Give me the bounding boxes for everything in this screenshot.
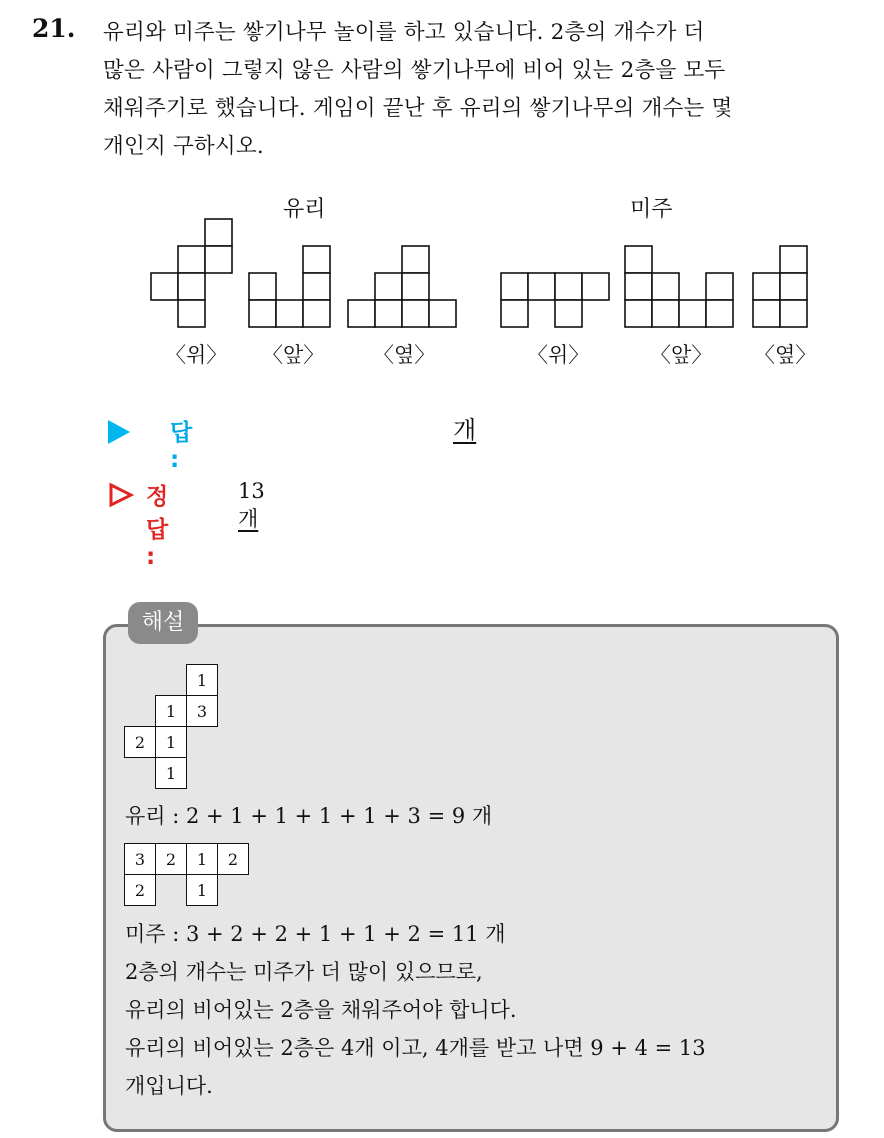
yuri-count-grid [124, 664, 218, 789]
grid-cell: 1 [187, 875, 218, 906]
grid-cell: 1 [187, 844, 218, 875]
outline-triangle-icon [108, 482, 134, 508]
miju-side-view [752, 246, 809, 330]
solution-line-2: 유리의 비어있는 2층을 채워주어야 합니다. [125, 998, 517, 1022]
grid-cell [125, 696, 156, 727]
solution-line-1: 2층의 개수는 미주가 더 많이 있으므로, [125, 960, 483, 984]
miju-front-view [624, 246, 736, 330]
grid-cell [218, 875, 249, 906]
grid-cell [125, 758, 156, 789]
yuri-side-label: 〈옆〉 [373, 343, 436, 367]
grid-cell [187, 727, 218, 758]
question-number: 21. [32, 14, 76, 43]
grid-cell: 1 [156, 696, 187, 727]
grid-cell: 2 [156, 844, 187, 875]
solution-tag: 해설 [128, 602, 198, 644]
question-line-4: 개인지 구하시오. [103, 134, 264, 159]
question-line-3: 채워주기로 했습니다. 게임이 끝난 후 유리의 쌓기나무의 개수는 몇 [103, 96, 733, 121]
yuri-sum-line: 유리 : 2 + 1 + 1 + 1 + 1 + 3 = 9 개 [125, 804, 493, 828]
grid-cell [125, 665, 156, 696]
yuri-top-view [150, 219, 234, 329]
miju-caption: 미주 [630, 197, 673, 222]
grid-cell [156, 875, 187, 906]
miju-count-grid [124, 843, 249, 906]
grid-cell: 2 [125, 875, 156, 906]
correct-value: 13 [238, 479, 265, 503]
grid-cell: 2 [218, 844, 249, 875]
yuri-side-view [347, 246, 459, 330]
grid-cell: 1 [187, 665, 218, 696]
grid-cell: 1 [156, 727, 187, 758]
correct-label: 정답 : [146, 484, 169, 570]
miju-sum-line: 미주 : 3 + 2 + 2 + 1 + 1 + 2 = 11 개 [125, 922, 506, 946]
miju-top-label: 〈위〉 [527, 343, 590, 367]
grid-cell [187, 758, 218, 789]
grid-cell [156, 665, 187, 696]
question-line-1: 유리와 미주는 쌓기나무 놀이를 하고 있습니다. 2층의 개수가 더 [103, 20, 705, 45]
grid-cell: 3 [125, 844, 156, 875]
yuri-front-view [248, 246, 332, 330]
solution-line-3: 유리의 비어있는 2층은 4개 이고, 4개를 받고 나면 9 + 4 = 13 [125, 1036, 706, 1060]
miju-top-view [500, 273, 612, 330]
miju-front-label: 〈앞〉 [650, 343, 713, 367]
grid-cell: 1 [156, 758, 187, 789]
question-line-2: 많은 사람이 그렇지 않은 사람의 쌓기나무에 비어 있는 2층을 모두 [103, 58, 726, 83]
correct-unit: 개 [238, 507, 259, 531]
grid-cell: 2 [125, 727, 156, 758]
miju-side-label: 〈옆〉 [754, 343, 817, 367]
yuri-top-label: 〈위〉 [165, 343, 228, 367]
answer-label: 답 : [170, 420, 193, 473]
solution-line-4: 개입니다. [125, 1074, 213, 1098]
grid-cell: 3 [187, 696, 218, 727]
answer-unit: 개 [453, 416, 477, 444]
correct-value-wrap [238, 479, 265, 533]
yuri-front-label: 〈앞〉 [262, 343, 325, 367]
yuri-caption: 유리 [283, 197, 326, 222]
filled-triangle-icon [108, 420, 130, 444]
